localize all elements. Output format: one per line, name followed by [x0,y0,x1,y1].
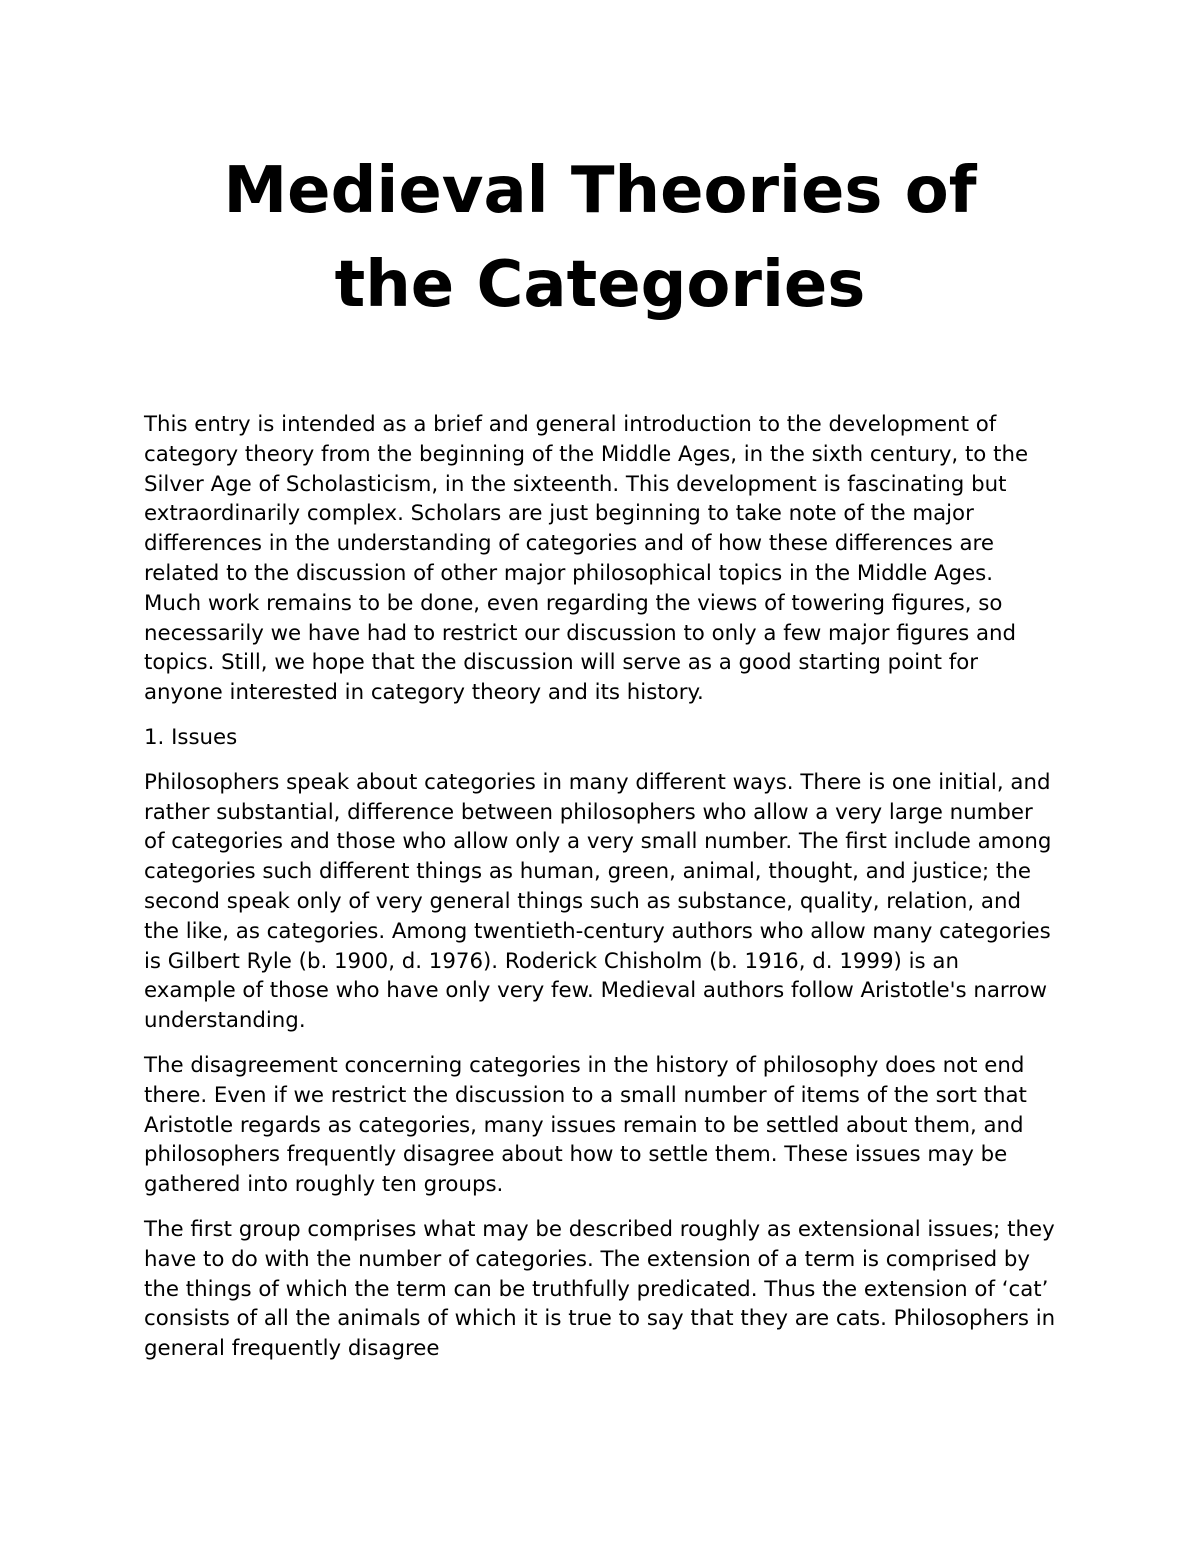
document-body [144,410,1056,1364]
document-title [144,144,1056,332]
paragraph-issues-3: The first group comprises what may be described roughly as extensional issues; they have to do with the number of categories. The extension of a term is comprised by the things of which the term can be truthfully predicated. Thus the extension of ‘cat’ consists of all the animals of which it is true to say that they are cats. Philosophers in general frequently disagree [144,1216,1056,1362]
paragraph-issues-2: The disagreement concerning categories in the history of philosophy does not end there. Even if we restrict the discussion to a small number of items of the sort that Aristotle regards as categories, many issues remain to be settled about them, and philosophers frequently disagree about how to settle them. These issues may be gathered into roughly ten groups. [144,1052,1027,1198]
paragraph-issues-1: Philosophers speak about categories in many different ways. There is one initial, and rather substantial, difference between philosophers who allow a very large number of categories and those who allow only a very small number. The first include among categories such different things as human, green, animal, thought, and justice; the second speak only of very general things such as substance, quality, relation, and the like, as categories. Among twentieth-century authors who allow many categories is Gilbert Ryle (b. 1900, d. 1976). Roderick Chisholm (b. 1916, d. 1999) is an example of those who have only very few. Medieval authors follow Aristotle's narrow understanding. [144,769,1052,1034]
section-heading-issues: 1. Issues [144,724,238,750]
title-line-1: Medieval Theories of [223,154,977,228]
paragraph-intro: This entry is intended as a brief and general introduction to the development of category theory from the beginning of the Middle Ages, in the sixth century, to the Silver Age of Scholasticism, in the sixteenth. This development is fascinating but extraordinarily complex. Scholars are just beginning to take note of the major differences in the understanding of categories and of how these differences are related to the discussion of other major philosophical topics in the Middle Ages. Much work remains to be done, even regarding the views of towering figures, so necessarily we have had to restrict our discussion to only a few major figures and topics. Still, we hope that the discussion will serve as a good starting point for anyone interested in category theory and its history. [144,412,1029,706]
title-line-2: the Categories [334,248,866,322]
